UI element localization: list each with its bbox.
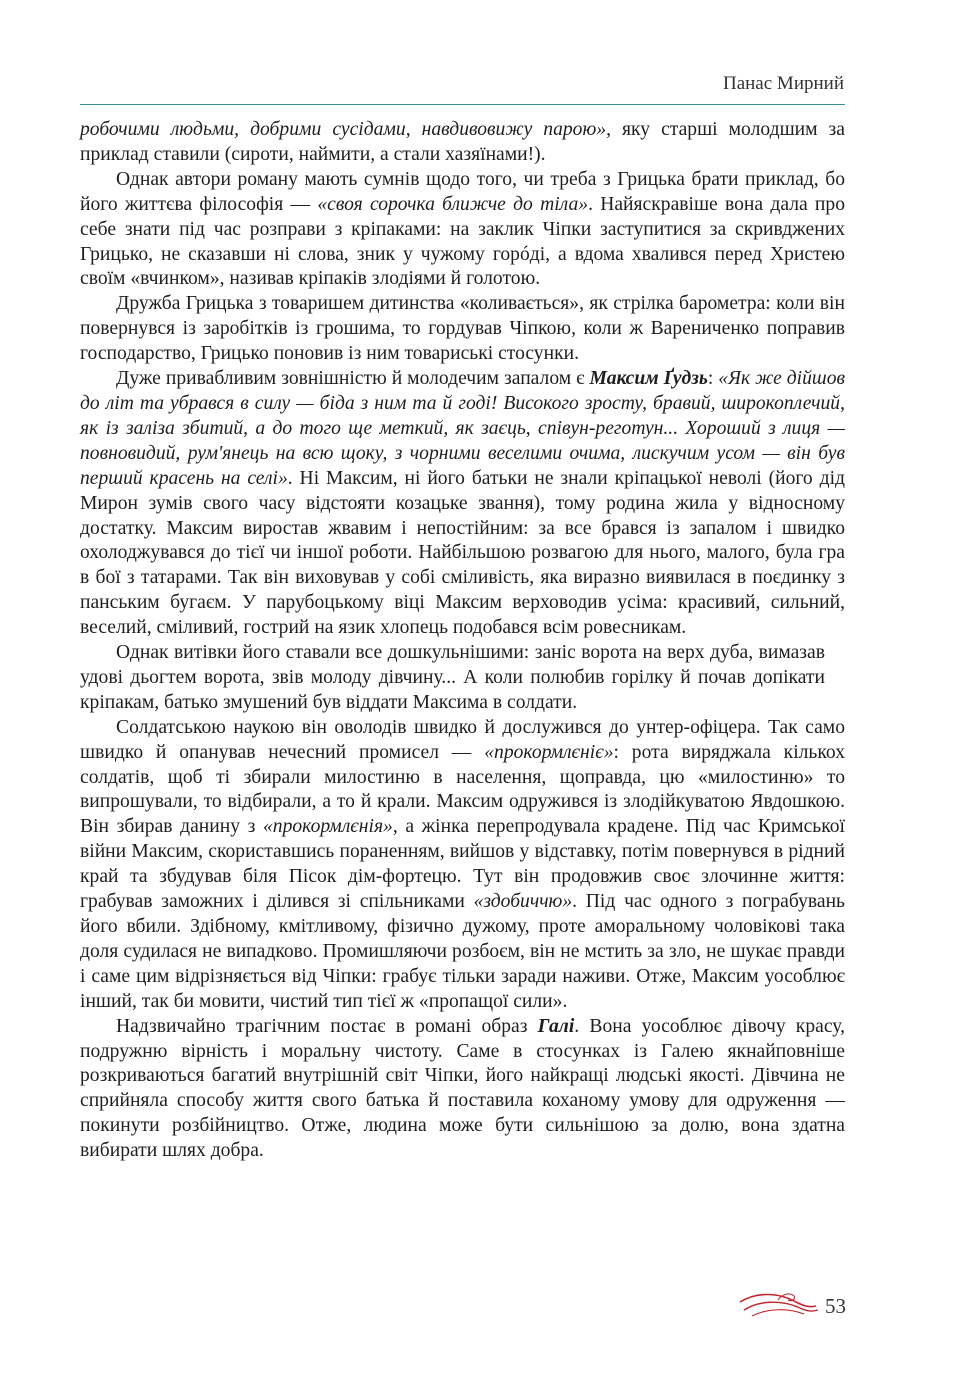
header-rule bbox=[80, 104, 845, 105]
text-run: Дружба Грицька з товаришем дитинства «коливається», як стрілка барометра: коли він повернувся із заробітків із грошима, то гордував Чіпкою, коли ж Варениченко поправив господарство, Грицько поновив із ним товариські стосунки. bbox=[80, 293, 845, 365]
paragraph-2 bbox=[80, 168, 845, 293]
paragraph-5 bbox=[80, 641, 825, 716]
text-run: Однак автори роману мають сумнів щодо того, чи треба з Грицька брати приклад, бо його життєва філософія — bbox=[80, 168, 845, 215]
text-run: : bbox=[707, 368, 719, 390]
bold-italic-name: Галі bbox=[537, 1015, 575, 1037]
text-run: . Під час одного з пограбувань його вбили. Здібному, кмітливому, фізично дужому, проте аморальному чоловікові така доля судилася не випадково. Промишляючи розбоєм, він не мстить за зло, не шукає правди і саме цим відрізняється від Чіпки: грабує тільки заради наживи. Отже, Максим уособлює інший, так би мовити, чистий тип тієї ж «пропащої сили». bbox=[80, 891, 845, 1012]
italic-quote: «Як же дійшов до літ та убрався в силу — біда з ним та й годі! Високого зросту, бравий, широкоплечий, як із заліза збитий, а до того ще меткий, як заєць, співун-реготун... Хороший з лиця — повновидий, рум'янець на всю щоку, з чорними веселими очима, лискучим усом — він був перший красень на селі» bbox=[80, 368, 846, 489]
bold-italic-name: Максим Ґудзь bbox=[589, 368, 708, 390]
text-run: Дуже привабливим зовнішністю й молодечим запалом є bbox=[116, 368, 590, 390]
text-run: , яку старші молодшим за приклад ставили (сироти, наймити, а стали хазяїнами!). bbox=[80, 119, 845, 165]
italic-quote: робочими людьми, добрими сусідами, навдивовижу парою» bbox=[80, 119, 607, 140]
paragraph-6 bbox=[80, 716, 845, 1015]
italic-quote: «здобиччю» bbox=[473, 891, 573, 913]
paragraph-3 bbox=[80, 292, 845, 367]
running-head-author: Панас Мирний bbox=[722, 73, 844, 94]
text-run: . Найяскравіше вона дала про себе знати під час розправи з кріпаками: на заклик Чіпки заступитися за скривджених Грицько, не сказавши ні слова, зник у чужому горóді, а вдома хвалився перед Христею своїм «вчинком», називав кріпаків злодіями й голотою. bbox=[80, 193, 845, 290]
italic-quote: «прокормлєнія» bbox=[262, 816, 393, 838]
page-number: 53 bbox=[825, 1294, 846, 1318]
body-text bbox=[80, 118, 845, 1164]
text-run: , а жінка перепродувала крадене. Під час Кримської війни Максим, скориставшись пораненням, вийшов у відставку, потім повернувся в рідний край та збудував біля Пісок дім-фортецю. Тут він продовжив своє злочинне життя: грабував заможних і ділився зі спільниками bbox=[80, 816, 845, 913]
text-run: Солдатською наукою він оволодів швидко й дослужився до унтер-офіцера. Так само швидко й опанував нечесний промисел — bbox=[80, 716, 845, 763]
text-run: . Ні Максим, ні його батьки не знали кріпацької неволі (його дід Мирон зумів свого часу відстояти козацьке звання), тому родина жила у відносному достатку. Максим виростав жвавим і непостійним: за все брався із запалом і швидко охолоджувався до тієї чи іншої роботи. Найбільшою розвагою для нього, малого, була гра в бої з татарами. Так він виховував у собі сміливість, яка виразно виявилася в поєдинку з панським бугаєм. У парубоцькому віці Максим верховодив усіма: красивий, сильний, веселий, сміливий, гострий на язик хлопець подобався всім ровесникам. bbox=[80, 467, 845, 639]
text-run: : рота виряджала кількох солдатів, щоб ті збирали милостиню в населення, щоправда, цю «милостиню» то випрошували, то відбирали, а то й крали. Максим одружився із злодійкуватою Явдошкою. Він збирав данину з bbox=[80, 741, 845, 838]
paragraph-1 bbox=[80, 118, 845, 168]
flourish-ornament-icon bbox=[738, 1288, 822, 1327]
italic-quote: «своя сорочка ближче до тіла» bbox=[317, 193, 589, 215]
paragraph-7 bbox=[80, 1015, 845, 1164]
text-run: Надзвичайно трагічним постає в романі образ bbox=[116, 1015, 538, 1037]
text-run: . Вона уособлює дівочу красу, подружню вірність і моральну чистоту. Саме в стосунках із Галею якнайповніше розкриваються багатий внутрішній світ Чіпки, його найкращі людські якості. Дівчина не сприйняла способу життя свого батька й поставила коханому умову для одруження — покинути розбійництво. Отже, людина може бути сильнішою за долю, вона здатна вибирати шлях добра. bbox=[80, 1015, 845, 1162]
text-run: Однак витівки його ставали все дошкульнішими: заніс ворота на верх дуба, вимазав удові дьогтем ворота, звів молоду дівчину... А коли полюбив горілку й почав допікати кріпакам, батько змушений був віддати Максима в солдати. bbox=[80, 642, 825, 713]
italic-quote: «прокормлєніє» bbox=[484, 741, 614, 763]
paragraph-4 bbox=[80, 367, 845, 641]
